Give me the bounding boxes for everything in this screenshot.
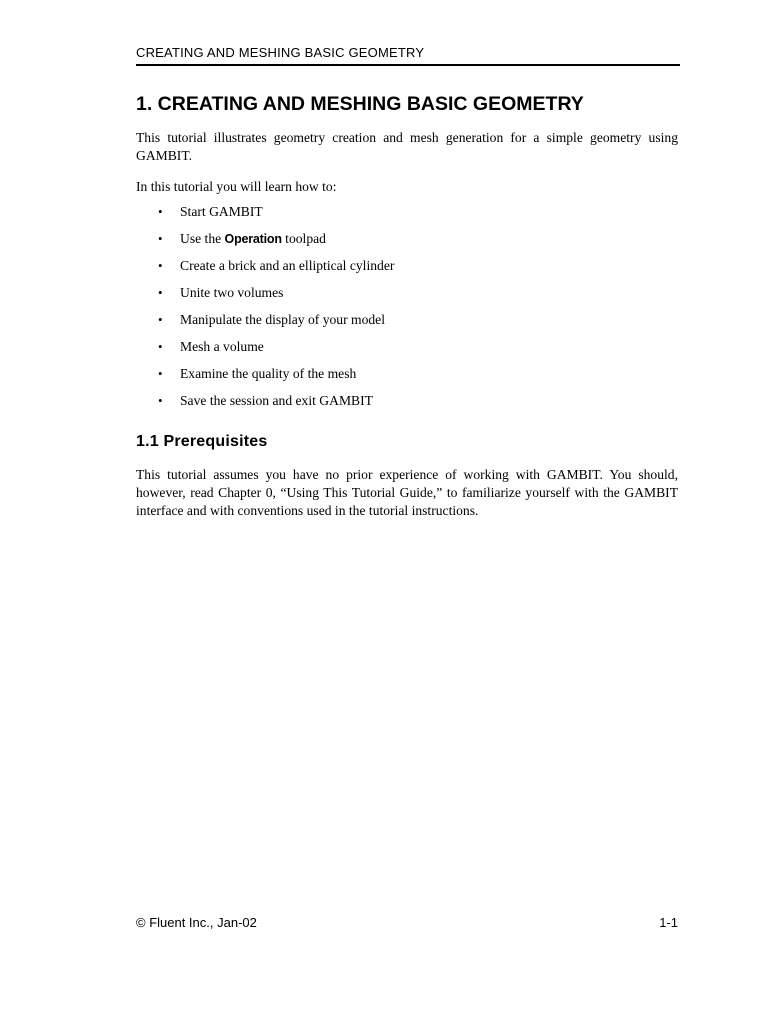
list-item [136, 392, 678, 419]
list-item-text: Unite two volumes [180, 285, 284, 300]
learning-objectives-list [136, 203, 678, 419]
list-item [136, 284, 678, 311]
list-item [136, 311, 678, 338]
bullet-icon: • [158, 204, 163, 219]
list-item [136, 365, 678, 392]
list-item-text [180, 230, 326, 248]
bullet-icon: • [158, 366, 163, 381]
list-item [136, 257, 678, 284]
chapter-title: 1. CREATING AND MESHING BASIC GEOMETRY [136, 93, 584, 115]
bullet-icon: • [158, 312, 163, 327]
list-item-text: Examine the quality of the mesh [180, 366, 357, 381]
list-item-suffix: toolpad [281, 231, 326, 246]
list-item-text: Create a brick and an elliptical cylinder [180, 258, 395, 273]
section-title-prerequisites: 1.1 Prerequisites [136, 433, 268, 450]
bullet-icon: • [158, 258, 163, 273]
prerequisites-paragraph: This tutorial assumes you have no prior experience of working with GAMBIT. You should, however, read Chapter 0, “Using This Tutorial Guide,” to familiarize yourself with the GAMBIT interface and with conventions used in the tutorial instructions. [136, 467, 678, 518]
intro-paragraph: This tutorial illustrates geometry creation and mesh generation for a simple geometry using GAMBIT. [136, 130, 678, 163]
bullet-icon: • [158, 339, 163, 354]
list-item-text: Mesh a volume [180, 339, 264, 354]
list-item [136, 203, 678, 230]
footer-copyright: © Fluent Inc., Jan-02 [136, 915, 257, 930]
list-item [136, 230, 678, 257]
learn-intro-paragraph: In this tutorial you will learn how to: [136, 179, 337, 194]
bullet-icon: • [158, 393, 163, 408]
list-item-prefix: Use the [180, 231, 225, 246]
list-item-text: Save the session and exit GAMBIT [180, 393, 373, 408]
bullet-icon: • [158, 231, 163, 246]
list-item-text: Manipulate the display of your model [180, 312, 385, 327]
running-header: CREATING AND MESHING BASIC GEOMETRY [136, 45, 425, 60]
list-item [136, 338, 678, 365]
list-item-text: Start GAMBIT [180, 204, 263, 219]
bullet-icon: • [158, 285, 163, 300]
header-rule [136, 64, 680, 66]
operation-term: Operation [224, 232, 282, 246]
footer-page-number: 1-1 [659, 915, 678, 930]
